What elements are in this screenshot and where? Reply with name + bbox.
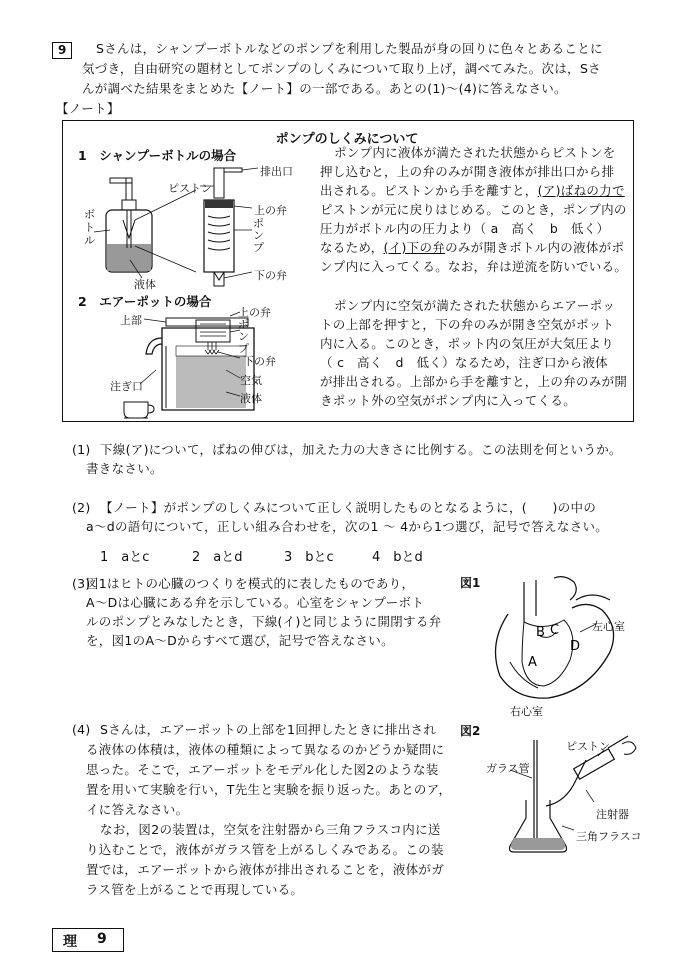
label-flask: 三角フラスコ — [576, 830, 642, 843]
label-pot-upper-valve: 上の弁 — [238, 306, 271, 319]
q3-line3: ルのポンプとみなしたとき，下線(イ)と同じように開閉する弁 — [86, 614, 442, 629]
label-pot-pump: ポンプ — [238, 318, 249, 355]
intro-line-1: Sさんは，シャンプーボトルなどのポンプを利用した製品が身の回りに色々とあることに — [96, 41, 603, 56]
label-outlet: 排出口 — [260, 165, 293, 178]
valve-c-label: C — [550, 623, 560, 638]
left-ventricle-label: 左心室 — [592, 620, 625, 633]
q4-line7: り込むことで，液体がガラス管を上がるしくみである。この装 — [86, 842, 444, 857]
label-fig2-piston: ピストン — [566, 740, 610, 753]
footer-page: 9 — [97, 931, 107, 947]
heart-diagram — [484, 574, 634, 704]
choice-2: 2 aとd — [192, 550, 243, 565]
choice-4: 4 bとd — [372, 550, 423, 565]
note-text1-line1: ポンプ内に液体が満たされた状態からピストンを — [334, 145, 616, 160]
underline-a: (ア)ばねの力で — [537, 183, 625, 198]
section1-title: 1 シャンプーボトルの場合 — [78, 148, 237, 163]
valve-b-label: B — [536, 625, 545, 640]
label-spout: 注ぎ口 — [110, 380, 143, 393]
q4-line3: 思った。そこで，エアーポットをモデル化した図2のような装 — [86, 762, 439, 777]
q4-line6: なお，図2の装置は，空気を注射器から三角フラスコ内に送 — [100, 822, 441, 837]
page-footer-box — [52, 928, 124, 952]
note-text2-line4: （ c 高く d 低く）なるため，注ぎ口から液体 — [320, 355, 608, 370]
q1-line2: 書きなさい。 — [86, 461, 163, 476]
label-pot-lower-valve: 下の弁 — [243, 355, 276, 368]
note-text1-line6: なるため，(イ)下の弁のみが開きボトル内の液体がポ — [320, 240, 625, 255]
label-pump: ポンプ — [253, 217, 264, 254]
note-text1-line5: 圧力がボトル内の圧力より（ a 高く b 低く） — [320, 221, 610, 236]
label-syringe: 注射器 — [596, 808, 629, 821]
note-text1-line7: ンプ内に入ってくる。なお，弁は逆流を防いでいる。 — [320, 259, 628, 274]
label-pot-liquid: 液体 — [240, 392, 262, 405]
note-text1-line4: ピストンが元に戻りはじめる。このとき，ポンプ内の — [320, 202, 627, 217]
label-lower-valve: 下の弁 — [254, 269, 287, 282]
note-text1-line3: 出される。ピストンから手を離すと，(ア)ばねの力で — [320, 183, 625, 198]
valve-d-label: D — [570, 639, 581, 654]
figure2-label: 図2 — [460, 724, 481, 738]
q2-line2: a～dの語句について，正しい組み合わせを，次の1 ～ 4から1つ選び，記号で答えなさい。 — [86, 519, 609, 534]
label-upper-valve: 上の弁 — [254, 204, 287, 217]
q3-line1: 図1はヒトの心臓のつくりを模式的に表したものであり， — [86, 576, 415, 591]
section2-title: 2 エアーポットの場合 — [78, 294, 212, 309]
q4-line1: Sさんは，エアーポットの上部を1回押したときに排出され — [100, 722, 437, 737]
q4-line5: イに答えなさい。 — [86, 802, 189, 817]
intro-line-2: 気づき，自由研究の題材としてポンプのしくみについて取り上げ，調べてみた。次は，Sさ — [82, 61, 601, 76]
note-text1-line2: 押し込むと，上の弁のみが開き液体が排出口から排 — [320, 164, 615, 179]
q3-line2: A～Dは心臓にある弁を示している。心室をシャンプーボト — [86, 595, 425, 610]
label-bottle: ボトル — [84, 208, 95, 247]
note-text2-line1: ポンプ内に空気が満たされた状態からエアーポッ — [334, 298, 616, 313]
label-liquid: 液体 — [134, 278, 156, 291]
q4-line2: る液体の体積は，液体の種類によって異なるのかどうか疑問に — [86, 742, 445, 757]
note-label: 【ノート】 — [56, 101, 120, 116]
q4-line8: 置では，エアーポットから液体が排出されることを，液体がガ — [86, 862, 445, 877]
note-title: ポンプのしくみについて — [275, 132, 419, 147]
q3-line4: を，図1のA～Dからすべて選び，記号で答えなさい。 — [86, 633, 394, 648]
choice-1: 1 aとc — [100, 550, 150, 565]
note-text2-line6: きポット外の空気がポンプ内に入ってくる。 — [320, 393, 577, 408]
q2-line1: 【ノート】がポンプのしくみについて正しく説明したものとなるように，( )の中の — [100, 500, 597, 515]
q4-line9: ラス管を上がることで再現している。 — [86, 882, 304, 897]
note-text2-line2: トの上部を押すと，下の弁のみが開き空気がポット — [320, 317, 615, 332]
question-number: 9 — [52, 42, 72, 59]
choice-3: 3 bとc — [284, 550, 334, 565]
q4-line4: 置を用いて実験を行い，T先生と実験を振り返った。あとのア， — [86, 782, 452, 797]
label-top: 上部 — [120, 314, 142, 327]
label-piston: ピストン — [168, 182, 212, 195]
q1-number: (1) — [72, 442, 91, 457]
intro-line-3: んが調べた結果をまとめた【ノート】の一部である。あとの(1)～(4)に答えなさい。 — [82, 81, 567, 96]
q3-number: (3) — [72, 576, 91, 591]
label-glass-tube: ガラス管 — [486, 762, 530, 775]
footer-subject: 理 — [63, 934, 77, 950]
right-ventricle-label: 右心室 — [510, 705, 543, 718]
note-text2-line5: が排出される。上部から手を離すと，上の弁のみが開 — [320, 374, 628, 389]
q1-line1: 下線(ア)について，ばねの伸びは，加えた力の大きさに比例する。この法則を何というか。 — [100, 442, 622, 457]
label-air: 空気 — [240, 374, 262, 387]
q2-number: (2) — [72, 500, 91, 515]
note-text2-line3: 内に入る。このとき，ポット内の気圧が大気圧より — [320, 336, 614, 351]
valve-a-label: A — [528, 655, 537, 670]
figure1-label: 図1 — [460, 576, 481, 590]
underline-i: (イ)下の弁 — [383, 240, 446, 255]
q4-number: (4) — [72, 722, 91, 737]
